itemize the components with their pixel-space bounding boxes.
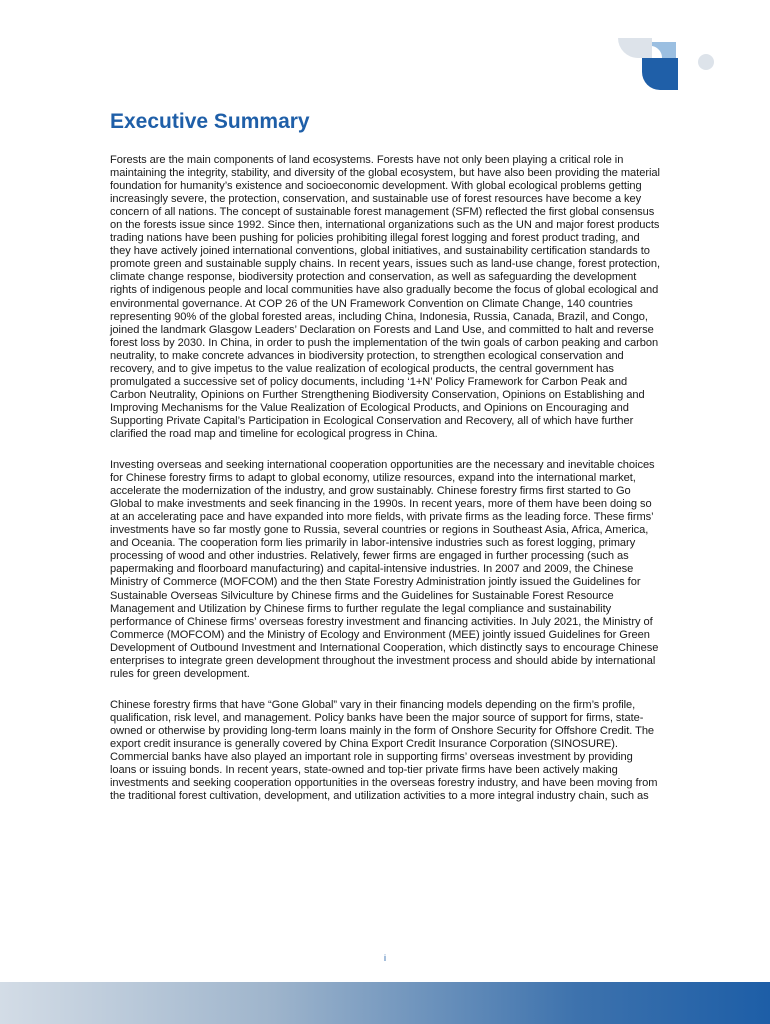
logo-light-shape bbox=[652, 42, 676, 58]
logo-dot-shape bbox=[698, 54, 714, 70]
page-number: i bbox=[384, 953, 386, 963]
paragraph-3: Chinese forestry firms that have “Gone Global” vary in their financing models depending on the firm’s profile, qualification, risk level, and management. Policy banks have been the major source of support for firms, state-owned or otherwise by providing long-term loans mainly in the form of Onshore Security for Offshore Credit. The export credit insurance is generally covered by China Export Credit Insurance Corporation (SINOSURE). Commercial banks have also played an important role in supporting firms’ overseas investment by providing loans or issuing bonds. In recent years, state-owned and top-tier private firms have been actively making investments and seeking cooperation opportunities in the overseas forestry industry, and have been moving from the traditional forest cultivation, development, and utilization activities to a more integral industry chain, such as bbox=[110, 698, 658, 803]
logo-pale-shape bbox=[618, 38, 652, 58]
publisher-logo-icon bbox=[612, 36, 720, 94]
body-text bbox=[110, 154, 662, 821]
logo-dark-shape bbox=[642, 58, 678, 90]
page-title: Executive Summary bbox=[110, 110, 310, 133]
paragraph-2: Investing overseas and seeking international cooperation opportunities are the necessary and inevitable choices for Chinese forestry firms to adapt to global economy, utilize resources, expand into the international market, accelerate the modernization of the industry, and grow sustainably. Chinese forestry firms first started to Go Global to make investments and seek financing in the 1990s. In recent years, more of them have been doing so at an accelerating pace and have expanded into more fields, with private firms as the leading force. These firms’ investments have so far mostly gone to Russia, several countries or regions in Southeast Asia, Africa, America, and Oceania. The cooperation form lies primarily in labor-intensive industries such as forest logging, primary processing of wood and other industries. Relatively, fewer firms are engaged in further processing (such as papermaking and floorboard manufacturing) and capital-intensive industries. In 2007 and 2009, the Chinese Ministry of Commerce (MOFCOM) and the then State Forestry Administration jointly issued the Guidelines for Sustainable Overseas Silviculture by Chinese firms and the Guidelines for Sustainable Forest Resource Management and Utilization by Chinese firms to further regulate the legal compliance and sustainability performance of Chinese firms’ overseas forestry investment and financing activities. In July 2021, the Ministry of Commerce (MOFCOM) and the Ministry of Ecology and Environment (MEE) jointly issued Guidelines for Green Development of Outbound Investment and International Cooperation, which distinctly says to encourage Chinese enterprises to integrate green development throughout the investment process and should abide by international rules for green development. bbox=[110, 459, 659, 680]
paragraph-1: Forests are the main components of land ecosystems. Forests have not only been playing a critical role in maintaining the integrity, stability, and diversity of the global ecosystem, but have also been providing the material foundation for humanity’s existence and socioeconomic development. With global ecological problems getting increasingly severe, the protection, conservation, and sustainable use of forest resources have become a key concern of all nations. The concept of sustainable forest management (SFM) reflected the first global consensus on the forests issue since 1992. Since then, international organizations such as the UN and major forest products trading nations have been pushing for policies prohibiting illegal forest logging and forest product trading, and they have actively joined international conventions, global initiatives, and sustainability certification standards to promote green and sustainable supply chains. In recent years, issues such as land-use change, forest protection, climate change response, biodiversity protection and conservation, as well as safeguarding the development rights of indigenous people and local communities have also gradually become the focus of global ecological and environmental governance. At COP 26 of the UN Framework Convention on Climate Change, 140 countries representing 90% of the global forested areas, including China, Indonesia, Russia, Canada, Brazil, and Congo, joined the landmark Glasgow Leaders’ Declaration on Forests and Land Use, and committed to halt and reverse forest loss by 2030. In China, in order to push the implementation of the twin goals of carbon peaking and carbon neutrality, to make concrete advances in biodiversity protection, to strengthen ecological conservation and recovery, and to give impetus to the value realization of ecological products, the central government has promulgated a successive set of policy documents, including ‘1+N’ Policy Framework for Carbon Peak and Carbon Neutrality, Opinions on Further Strengthening Biodiversity Conservation, Opinions on Establishing and Improving Mechanisms for the Value Realization of Ecological Products, and Opinions on Encouraging and Supporting Private Capital’s Participation in Ecological Conservation and Recovery, all of which have further clarified the road map and timeline for ecological progress in China. bbox=[110, 154, 661, 440]
footer-gradient-bar bbox=[0, 982, 770, 1024]
